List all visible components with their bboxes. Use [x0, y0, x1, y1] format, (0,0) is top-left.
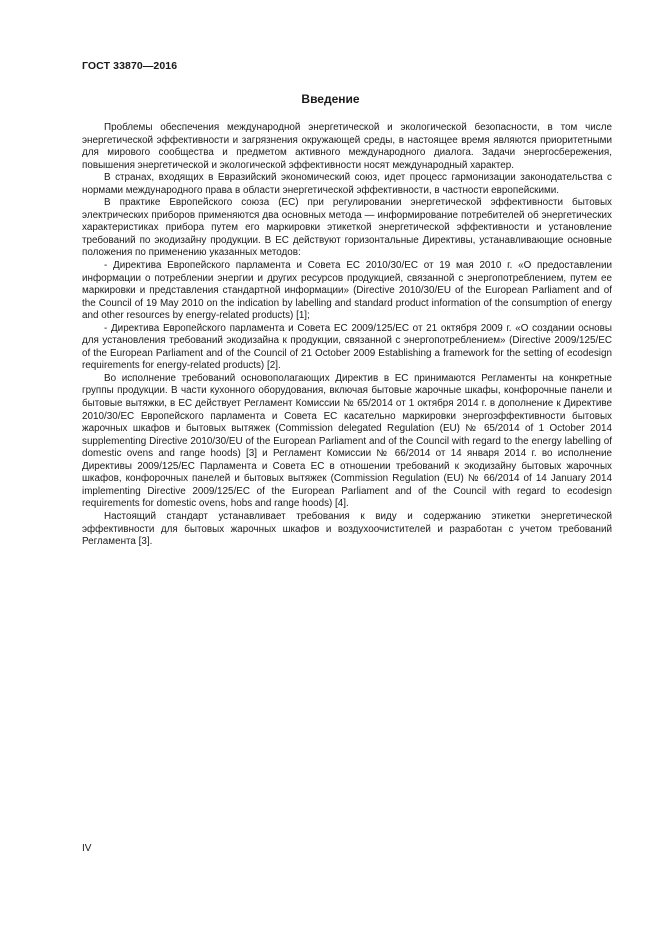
body-text — [82, 122, 612, 549]
paragraph: Настоящий стандарт устанавливает требования к виду и содержанию этикетки энергетической эффективности для бытовых жарочных шкафов и воздухоочистителей и разработан с учетом требований Регламента [3]. — [82, 510, 612, 548]
section-title: Введение — [301, 92, 360, 106]
paragraph: Во исполнение требований основополагающих Директив в ЕС принимаются Регламенты на конкретные группы продукции. В части кухонного оборудования, включая бытовые жарочные шкафы, конфорочные панели и бытовые вытяжки, в ЕС действует Регламент Комиссии № 65/2014 от 1 октября 2014 г. в дополнение к Директиве 2010/30/ЕС Европейского парламента и Совета ЕС касательно маркировки энергоэффективности бытовых жарочных шкафов и бытовых вытяжек (Commission delegated Regulation (EU) № 65/2014 of 1 October 2014 supplementing Directive 2010/30/EU of the European Parliament and of the Council with regard to the energy labelling of domestic ovens and range hoods) [3] и Регламент Комиссии № 66/2014 от 14 января 2014 г. во исполнение Директивы 2009/125/ЕС Парламента и Совета ЕС в отношении требований к экодизайну бытовых жарочных шкафов, конфорочных панелей и бытовых вытяжек (Commission Regulation (EU) № 66/2014 of 14 January 2014 implementing Directive 2009/125/EC of the European Parliament and of the Council with regard to ecodesign requirements for domestic ovens, hobs and range hoods) [4]. — [82, 372, 612, 510]
list-item: - Директива Европейского парламента и Совета ЕС 2009/125/ЕС от 21 октября 2009 г. «О создании основы для установления требований экодизайна к продукции, связанной с энергопотреблением» (Directive 2009/125/EC of the European Parliament and of the Council of 21 October 2009 Establishing a framework for the setting of ecodesign requirements for energy-related products) [2]. — [82, 322, 612, 372]
paragraph: Проблемы обеспечения международной энергетической и экологической безопасности, в том числе энергетической эффективности и загрязнения окружающей среды, в настоящее время являются приоритетными для мирового сообщества и предметом активного международного диалога. Задачи энергосбережения, повышения энергетической и экологической эффективности носят международный характер. — [82, 122, 612, 171]
list-item: - Директива Европейского парламента и Совета ЕС 2010/30/ЕС от 19 мая 2010 г. «О предоставлении информации о потреблении энергии и других ресурсов продукцией, связанной с энергопотреблением, путем ее маркировки и представления стандартной информации» (Directive 2010/30/EU of the European Parliament and of the Council of 19 May 2010 on the indication by labelling and standard product information of the consumption of energy and other resources by energy-related products) [1]; — [82, 260, 612, 322]
paragraph: В странах, входящих в Евразийский экономический союз, идет процесс гармонизации законодательства с нормами международного права в области энергетической эффективности, в частности европейскими. — [82, 172, 612, 196]
document-code: ГОСТ 33870—2016 — [82, 60, 178, 72]
page-number: IV — [82, 843, 92, 854]
paragraph: В практике Европейского союза (ЕС) при регулировании энергетической эффективности бытовых электрических приборов применяются два основных метода — информирование потребителей об энергетических характеристиках прибора путем его маркировки этикеткой энергетической эффективности и установление требований по экодизайну продукции. В ЕС действуют горизонтальные Директивы, устанавливающие основные положения по применению указанных методов: — [82, 197, 612, 259]
